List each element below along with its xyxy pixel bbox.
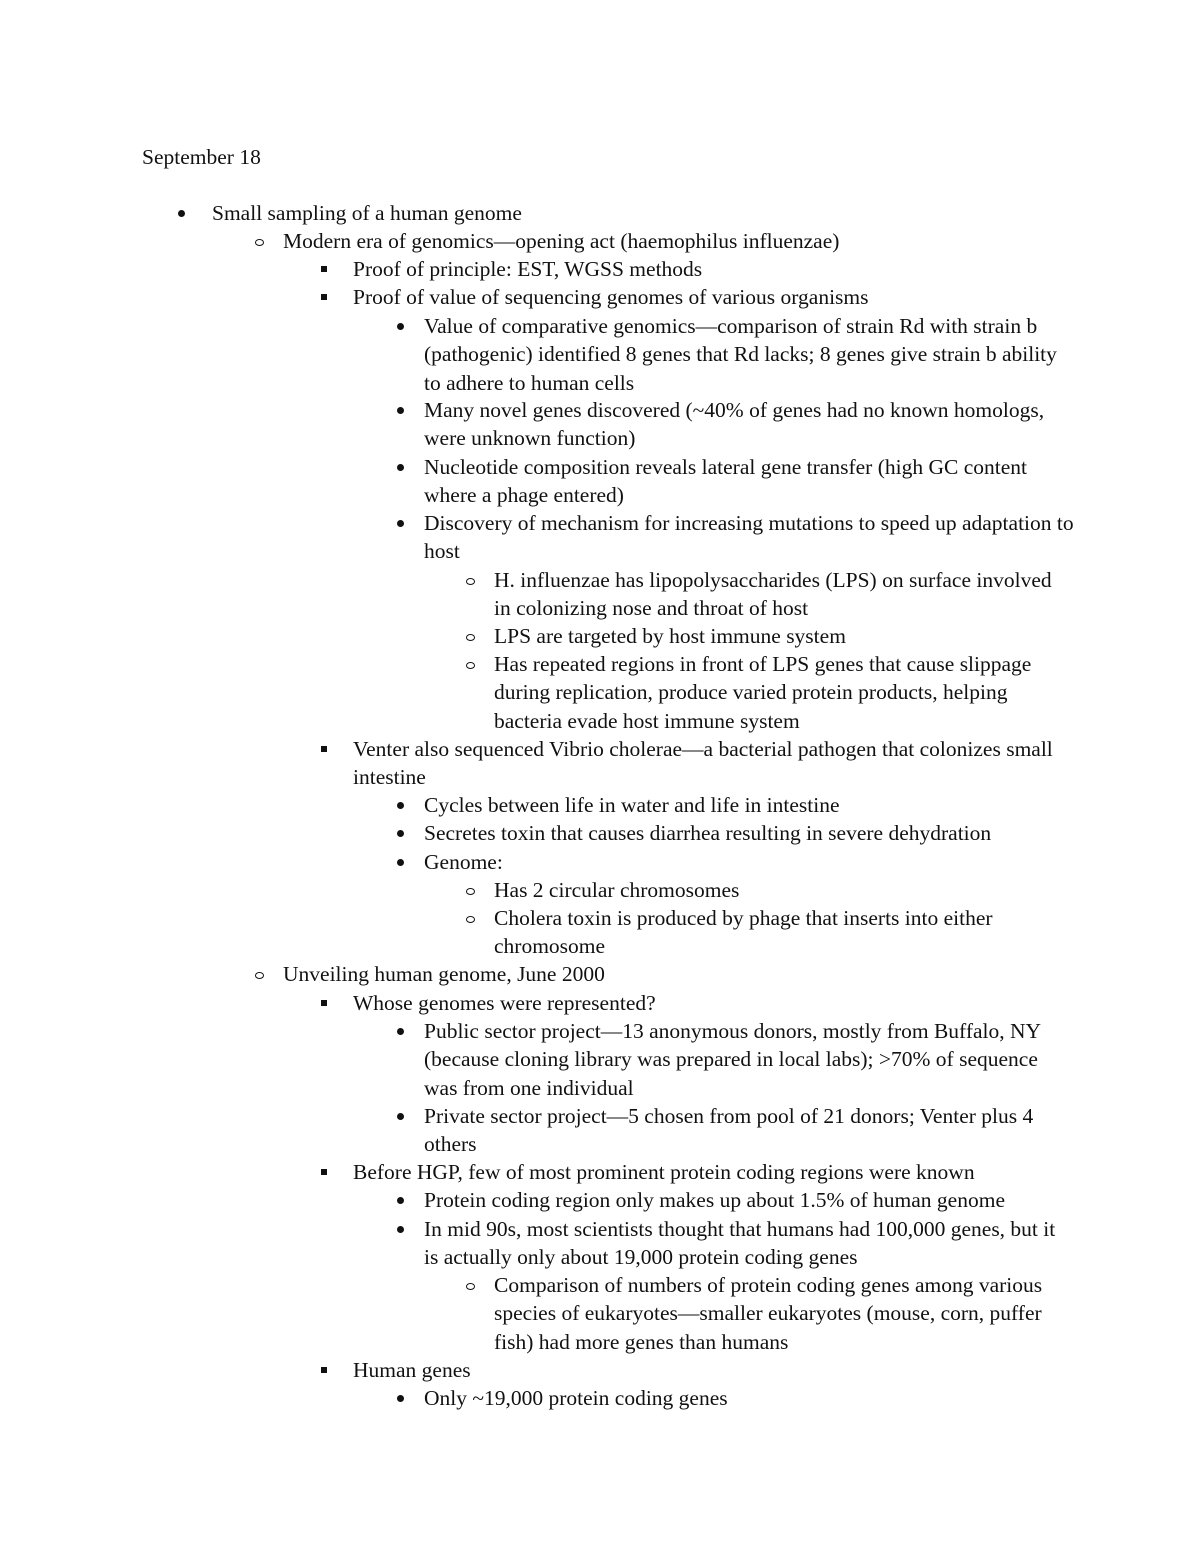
square-bullet-icon	[314, 735, 334, 763]
list-item: In mid 90s, most scientists thought that humans had 100,000 genes, but it is actually only about 19,000 protein coding genes	[424, 1215, 1074, 1272]
hollow-circle-bullet-icon	[250, 960, 270, 988]
disc-bullet-icon	[390, 396, 410, 424]
disc-bullet-icon	[390, 1102, 410, 1130]
list-item: Protein coding region only makes up about 1.5% of human genome	[424, 1186, 1074, 1214]
hollow-circle-bullet-icon	[250, 227, 270, 255]
disc-bullet-icon	[390, 1215, 410, 1243]
list-item: Whose genomes were represented?	[353, 989, 1073, 1017]
list-item: Modern era of genomics—opening act (haemophilus influenzae)	[283, 227, 1083, 255]
list-item: Only ~19,000 protein coding genes	[424, 1384, 1074, 1412]
list-item: Value of comparative genomics—comparison of strain Rd with strain b (pathogenic) identified 8 genes that Rd lacks; 8 genes give strain b ability to adhere to human cells	[424, 312, 1074, 397]
disc-bullet-icon	[390, 848, 410, 876]
list-item: Cycles between life in water and life in intestine	[424, 791, 1074, 819]
list-item: Public sector project—13 anonymous donors, mostly from Buffalo, NY (because cloning library was prepared in local labs); >70% of sequence was from one individual	[424, 1017, 1074, 1102]
list-item: LPS are targeted by host immune system	[494, 622, 1064, 650]
disc-bullet-icon	[390, 312, 410, 340]
hollow-circle-bullet-icon	[461, 1271, 481, 1299]
list-item: Small sampling of a human genome	[212, 199, 1112, 227]
list-item: Has repeated regions in front of LPS genes that cause slippage during replication, produce varied protein products, helping bacteria evade host immune system	[494, 650, 1064, 735]
hollow-circle-bullet-icon	[461, 904, 481, 932]
hollow-circle-bullet-icon	[461, 566, 481, 594]
disc-bullet-icon	[390, 791, 410, 819]
list-item: Proof of principle: EST, WGSS methods	[353, 255, 1073, 283]
list-item: Comparison of numbers of protein coding genes among various species of eukaryotes—smaller eukaryotes (mouse, corn, puffer fish) had more genes than humans	[494, 1271, 1064, 1356]
disc-bullet-icon	[390, 1384, 410, 1412]
disc-bullet-icon	[390, 1017, 410, 1045]
disc-bullet-icon	[390, 509, 410, 537]
note-date: September 18	[142, 145, 261, 169]
list-item: Secretes toxin that causes diarrhea resulting in severe dehydration	[424, 819, 1074, 847]
list-item: H. influenzae has lipopolysaccharides (LPS) on surface involved in colonizing nose and throat of host	[494, 566, 1064, 623]
list-item: Nucleotide composition reveals lateral gene transfer (high GC content where a phage entered)	[424, 453, 1074, 510]
list-item: Cholera toxin is produced by phage that inserts into either chromosome	[494, 904, 1064, 961]
list-item: Venter also sequenced Vibrio cholerae—a bacterial pathogen that colonizes small intestine	[353, 735, 1073, 792]
list-item: Many novel genes discovered (~40% of genes had no known homologs, were unknown function)	[424, 396, 1074, 453]
list-item: Human genes	[353, 1356, 1073, 1384]
disc-bullet-icon	[390, 453, 410, 481]
square-bullet-icon	[314, 989, 334, 1017]
disc-bullet-icon	[171, 199, 191, 227]
square-bullet-icon	[314, 255, 334, 283]
list-item: Has 2 circular chromosomes	[494, 876, 1064, 904]
hollow-circle-bullet-icon	[461, 650, 481, 678]
list-item: Private sector project—5 chosen from pool of 21 donors; Venter plus 4 others	[424, 1102, 1074, 1159]
list-item: Proof of value of sequencing genomes of various organisms	[353, 283, 1073, 311]
square-bullet-icon	[314, 1158, 334, 1186]
disc-bullet-icon	[390, 819, 410, 847]
disc-bullet-icon	[390, 1186, 410, 1214]
list-item: Unveiling human genome, June 2000	[283, 960, 1083, 988]
square-bullet-icon	[314, 283, 334, 311]
list-item: Genome:	[424, 848, 1074, 876]
hollow-circle-bullet-icon	[461, 876, 481, 904]
square-bullet-icon	[314, 1356, 334, 1384]
list-item: Discovery of mechanism for increasing mutations to speed up adaptation to host	[424, 509, 1074, 566]
list-item: Before HGP, few of most prominent protein coding regions were known	[353, 1158, 1073, 1186]
hollow-circle-bullet-icon	[461, 622, 481, 650]
